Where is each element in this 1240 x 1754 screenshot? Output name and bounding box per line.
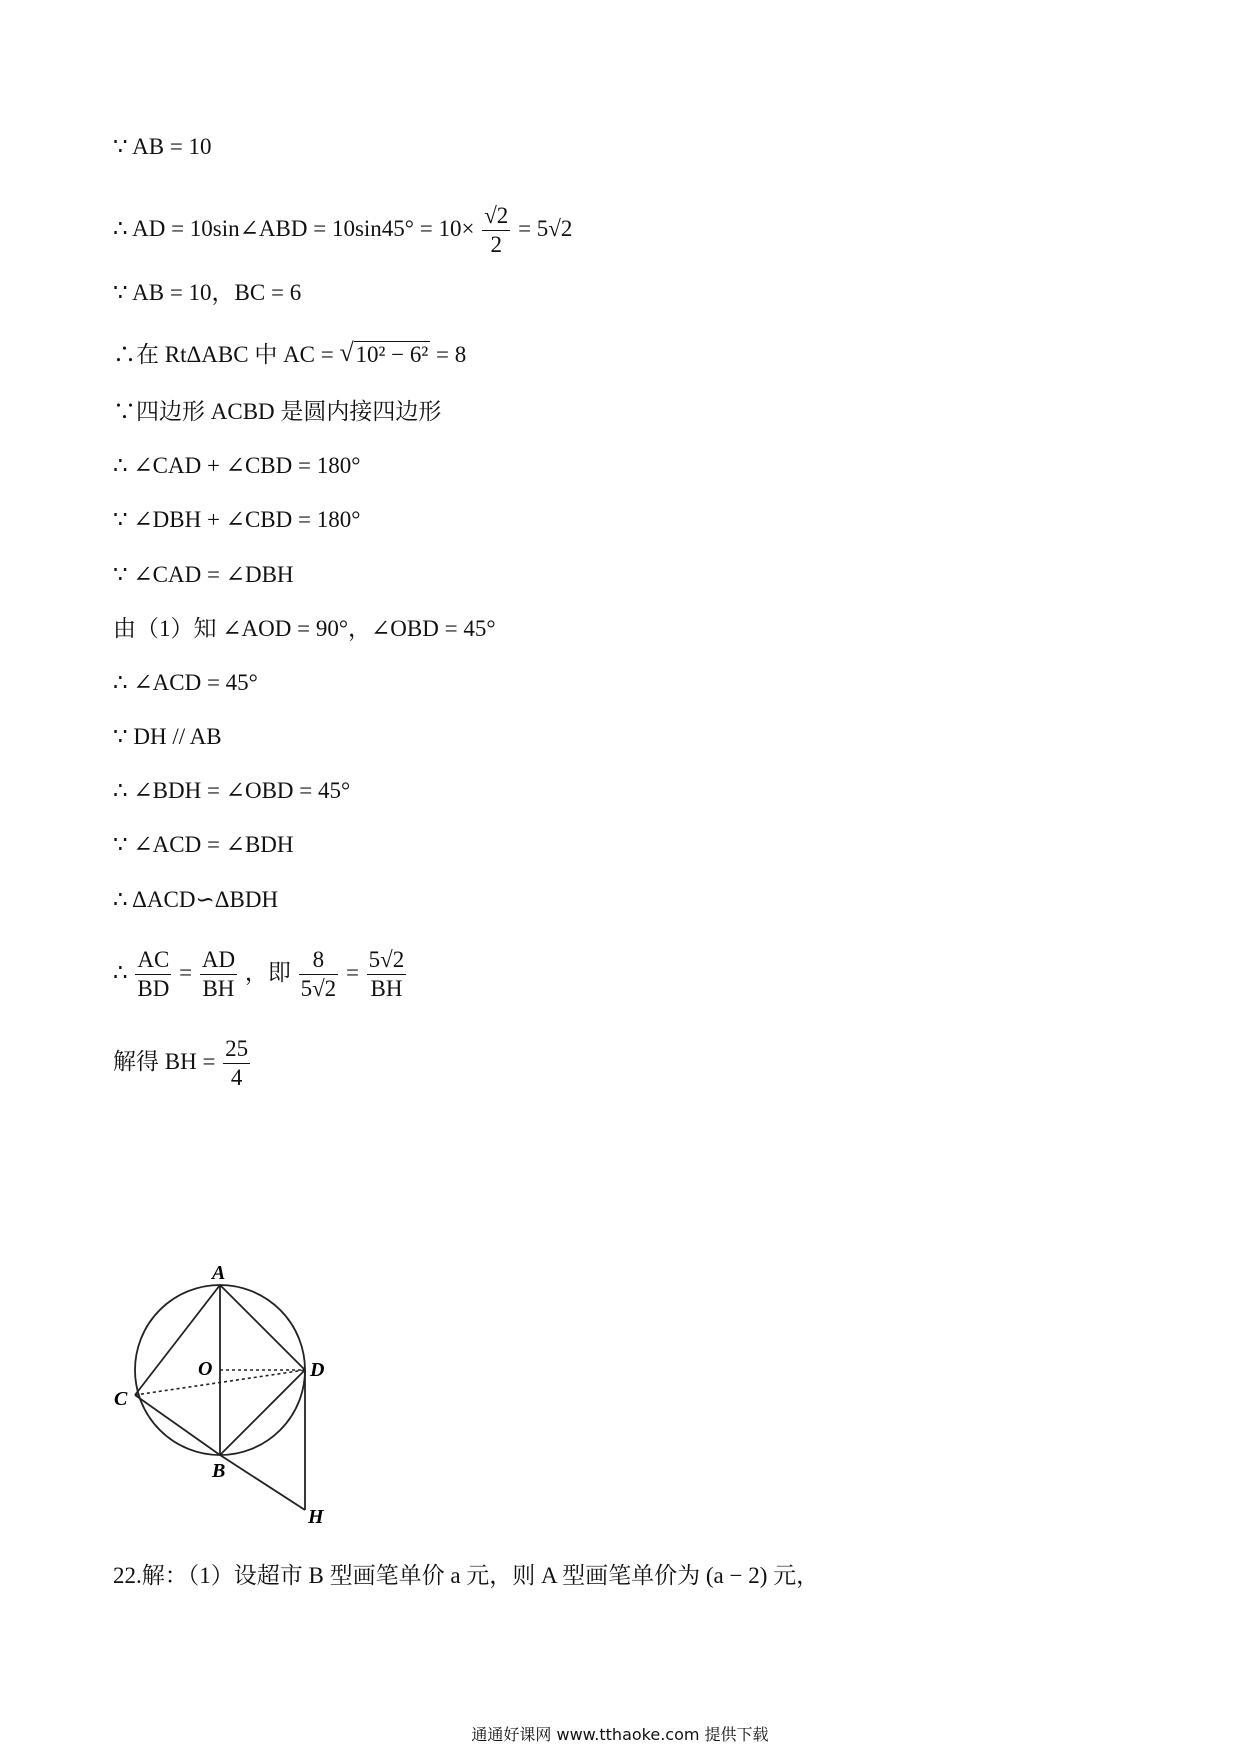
label-h: H [308, 1506, 324, 1525]
line-16 [113, 1035, 252, 1092]
segment-bd [220, 1370, 305, 1455]
line-15 [113, 946, 408, 1003]
segment-ad [220, 1285, 305, 1370]
fraction-ac-bd [135, 946, 171, 1003]
line-17: 22.解：（1）设超市 B 型画笔单价 a 元，则 A 型画笔单价为 (a − 2) 元， [113, 1563, 820, 1588]
line-16-text: 解得 BH = [113, 1048, 216, 1074]
fraction-sqrt2-over-2 [482, 202, 510, 259]
line-3: ∵ AB = 10，BC = 6 [113, 280, 302, 305]
line-7: ∵ ∠DBH + ∠CBD = 180° [113, 507, 361, 532]
sqrt-body: 10² − 6² [355, 342, 429, 367]
square-root [340, 340, 431, 370]
line-13: ∵ ∠ACD = ∠BDH [113, 832, 294, 857]
line-2 [113, 202, 572, 259]
fraction-5sqrt2-over-bh [367, 946, 407, 1003]
segment-bh [220, 1455, 305, 1510]
denominator: BD [137, 976, 170, 1001]
equals: = [345, 959, 359, 985]
line-8: ∵ ∠CAD = ∠DBH [113, 562, 294, 587]
line-11: ∵ DH // AB [113, 724, 222, 749]
segment-cb [135, 1395, 220, 1455]
numerator: 5√2 [367, 946, 407, 975]
line-14: ∴ ΔACD∽ΔBDH [113, 887, 279, 912]
line-4 [113, 340, 466, 370]
fraction-ad-bh [200, 946, 237, 1003]
label-o: O [198, 1358, 213, 1380]
fraction-25-over-4 [223, 1035, 250, 1092]
line-5: ∵四边形 ACBD 是圆内接四边形 [113, 399, 442, 424]
line-4-text: ∴在 RtΔABC 中 AC = [113, 342, 334, 367]
denominator: 2 [490, 232, 502, 257]
line-9: 由（1）知 ∠AOD = 90°，∠OBD = 45° [113, 616, 496, 641]
line-15-text: ∴ [113, 959, 128, 985]
line-10: ∴ ∠ACD = 45° [113, 670, 258, 695]
numerator: 25 [223, 1035, 250, 1064]
label-c: C [114, 1388, 128, 1410]
connector-ji: ，即 [244, 959, 291, 985]
line-6: ∴ ∠CAD + ∠CBD = 180° [113, 453, 361, 478]
equals: = [179, 959, 193, 985]
numerator: 8 [299, 946, 339, 975]
label-a: A [212, 1262, 226, 1284]
line-2-result: = 5√2 [518, 215, 573, 241]
page-footer: 通通好课网 www.tthaoke.com 提供下载 [471, 1725, 769, 1744]
denominator: BH [370, 976, 403, 1001]
denominator: 4 [230, 1065, 243, 1090]
label-b: B [212, 1460, 226, 1482]
label-d: D [310, 1359, 325, 1381]
denominator: BH [202, 976, 235, 1001]
numerator: AC [135, 946, 171, 975]
numerator: √2 [482, 202, 510, 231]
line-4-result: = 8 [436, 342, 467, 367]
numerator: AD [200, 946, 237, 975]
denominator: 5√2 [300, 976, 337, 1001]
line-1: ∵ AB = 10 [113, 134, 212, 159]
line-2-text: ∴ AD = 10sin∠ABD = 10sin45° = 10× [113, 215, 475, 241]
fraction-8-over-5sqrt2 [299, 946, 339, 1003]
geometry-figure [108, 1255, 328, 1525]
line-12: ∴ ∠BDH = ∠OBD = 45° [113, 778, 351, 803]
